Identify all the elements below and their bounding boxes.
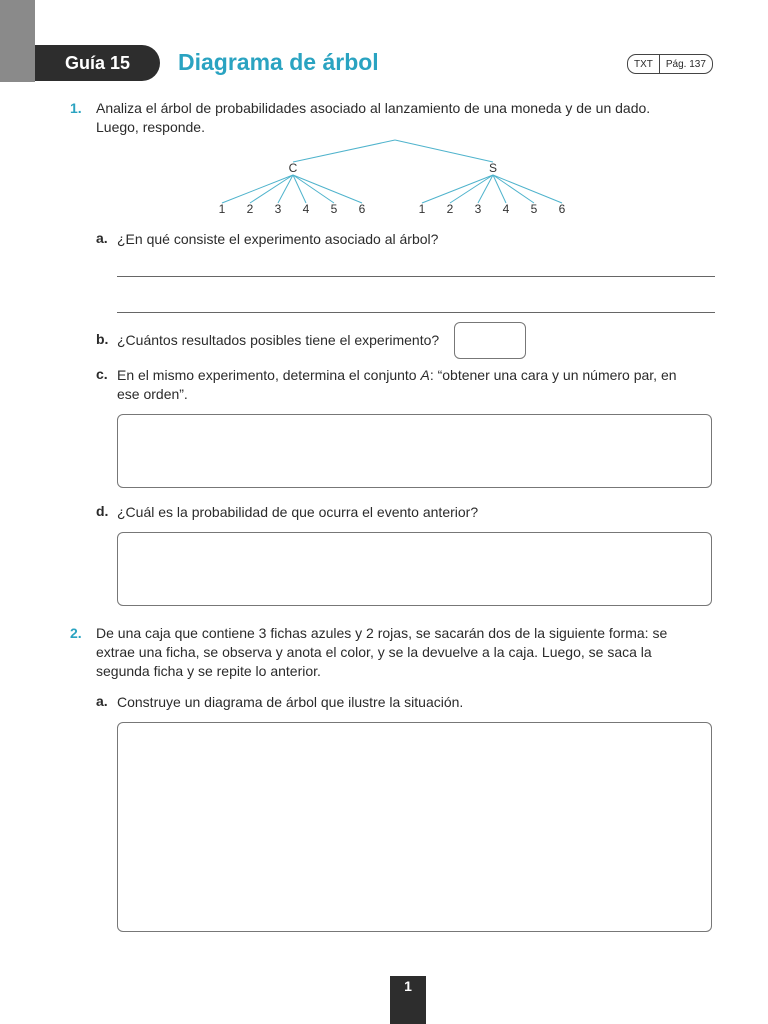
page-title: Diagrama de árbol	[178, 49, 379, 75]
question-2a-text: Construye un diagrama de árbol que ilustre la situación.	[117, 694, 464, 710]
tree-node-c: C	[288, 161, 298, 175]
question-1c-post: : “obtener una cara y un número par, en	[429, 367, 677, 383]
tree-leaf: 3	[474, 202, 482, 216]
tree-leaf: 2	[446, 202, 454, 216]
tree-branch	[278, 175, 293, 203]
tree-leaf: 5	[330, 202, 338, 216]
question-1b-letter: b.	[96, 331, 109, 347]
txt-page-badge	[627, 54, 713, 74]
tree-branch	[422, 175, 493, 203]
answer-line-1a-2[interactable]	[117, 312, 715, 313]
question-1c-letter: c.	[96, 366, 108, 382]
tree-leaf: 1	[218, 202, 226, 216]
corner-tab	[0, 0, 35, 82]
tree-branch	[222, 175, 293, 203]
page-number-text: 1	[404, 978, 412, 994]
question-1c-text-line1	[117, 366, 677, 385]
question-1d-letter: d.	[96, 503, 109, 519]
answer-box-1c[interactable]	[117, 414, 712, 488]
question-1-text-line1: Analiza el árbol de probabilidades asociado al lanzamiento de una moneda y de un dado.	[96, 100, 651, 116]
guide-label	[35, 45, 160, 81]
question-2a-letter: a.	[96, 693, 108, 709]
tree-leaf: 4	[302, 202, 310, 216]
question-1c-text-line2: ese orden”.	[117, 386, 188, 402]
question-1-text-line2: Luego, responde.	[96, 119, 205, 135]
tree-leaf: 6	[358, 202, 366, 216]
tree-leaf: 6	[558, 202, 566, 216]
txt-label: TXT	[628, 55, 660, 73]
tree-node-s: S	[488, 161, 498, 175]
question-2-text-line2: extrae una ficha, se observa y anota el color, y se la devuelve a la caja. Luego, se saca la	[96, 644, 652, 660]
question-2-number: 2.	[70, 625, 82, 641]
tree-branch	[478, 175, 493, 203]
question-2-text-line3: segunda ficha y se repite lo anterior.	[96, 663, 321, 679]
tree-branch-root-c	[293, 140, 395, 162]
answer-box-2a[interactable]	[117, 722, 712, 932]
probability-tree-diagram	[0, 130, 768, 225]
question-1-number: 1.	[70, 100, 82, 116]
tree-branch-root-s	[395, 140, 493, 162]
answer-box-1b[interactable]	[454, 322, 526, 359]
answer-box-1d[interactable]	[117, 532, 712, 606]
tree-leaf: 4	[502, 202, 510, 216]
tree-leaf: 3	[274, 202, 282, 216]
guide-label-text: Guía 15	[64, 52, 131, 73]
page-number	[390, 976, 426, 1024]
question-1a-text: ¿En qué consiste el experimento asociado al árbol?	[117, 231, 439, 247]
answer-line-1a-1[interactable]	[117, 276, 715, 277]
tree-leaf: 5	[530, 202, 538, 216]
question-1d-text: ¿Cuál es la probabilidad de que ocurra el evento anterior?	[117, 504, 479, 520]
tree-leaf: 2	[246, 202, 254, 216]
question-2-text-line1: De una caja que contiene 3 fichas azules y 2 rojas, se sacarán dos de la siguiente forma: se	[96, 625, 668, 641]
page-reference: Pág. 137	[665, 58, 706, 70]
tree-leaf: 1	[418, 202, 426, 216]
question-1c-pre: En el mismo experimento, determina el conjunto	[117, 367, 421, 383]
question-1b-text: ¿Cuántos resultados posibles tiene el experimento?	[117, 332, 440, 348]
question-1a-letter: a.	[96, 230, 108, 246]
set-a-symbol: A	[420, 367, 430, 383]
